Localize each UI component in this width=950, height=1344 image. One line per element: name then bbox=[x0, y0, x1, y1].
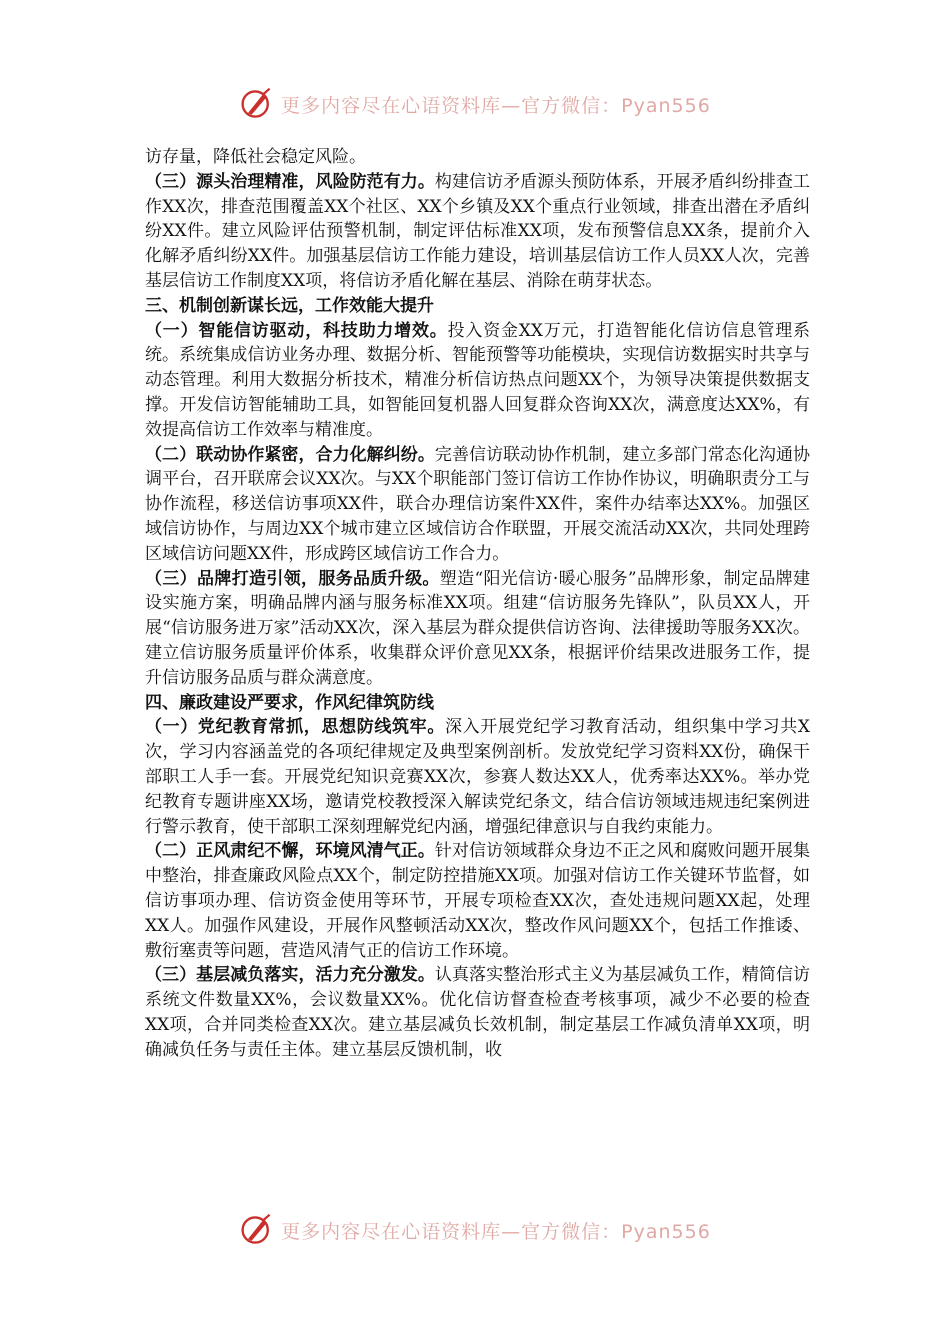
paragraph-lead: （三）源头治理精准，风险防范有力。 bbox=[145, 171, 435, 192]
pen-circle-logo-icon bbox=[239, 86, 275, 122]
paragraph bbox=[145, 319, 810, 443]
paragraph-text: 认真落实整治形式主义为基层减负工作，精简信访系统文件数量XX%，会议数量XX%。优化信访督查检查考核事项，减少不必要的检查XX项，合并同类检查XX次。建立基层减负长效机制，制定基层工作减负清单XX项，明确减负任务与责任主体。建立基层反馈机制，收 bbox=[145, 965, 811, 1060]
banner-text: 更多内容尽在心语资料库—官方微信：Pyan556 bbox=[281, 94, 711, 117]
paragraph-lead: （一）智能信访驱动，科技助力增效。 bbox=[145, 320, 448, 341]
paragraph bbox=[145, 963, 810, 1062]
paragraph-text: 针对信访领域群众身边不正之风和腐败问题开展集中整治，排查廉政风险点XX个，制定防控措施XX项。加强对信访工作关键环节监督，如信访事项办理、信访资金使用等环节，开展专项检查XX次，查处违规问题XX起，处理XX人。加强作风建设，开展作风整顿活动XX次，整改作风问题XX个，包括工作推诿、敷衍塞责等问题，营造风清气正的信访工作环境。 bbox=[145, 841, 811, 961]
header-banner bbox=[0, 84, 950, 124]
paragraph bbox=[145, 145, 810, 170]
paragraph-text: 完善信访联动协作机制，建立多部门常态化沟通协调平台，召开联席会议XX次。与XX个职能部门签订信访工作协作协议，明确职责分工与协作流程，移送信访事项XX件，联合办理信访案件XX件，案件办结率达XX%。加强区域信访协作，与周边XX个城市建立区域信访合作联盟，开展交流活动XX次，共同处理跨区域信访问题XX件，形成跨区域信访工作合力。 bbox=[145, 444, 811, 564]
paragraph bbox=[145, 715, 810, 839]
paragraph bbox=[145, 443, 810, 567]
paragraph-lead: （三）品牌打造引领，服务品质升级。 bbox=[145, 568, 440, 589]
paragraph bbox=[145, 170, 810, 294]
section-heading: 四、廉政建设严要求，作风纪律筑防线 bbox=[145, 692, 434, 713]
paragraph bbox=[145, 567, 810, 691]
paragraph-lead: （二）正风肃纪不懈，环境风清气正。 bbox=[145, 841, 435, 862]
paragraph-text: 深入开展党纪学习教育活动，组织集中学习共X次，学习内容涵盖党的各项纪律规定及典型案例剖析。发放党纪学习资料XX份，确保干部职工人手一套。开展党纪知识竞赛XX次，参赛人数达XX人，优秀率达XX%。举办党纪教育专题讲座XX场，邀请党校教授深入解读党纪条文，结合信访领域违规违纪案例进行警示教育，使干部职工深刻理解党纪内涵，增强纪律意识与自我约束能力。 bbox=[145, 717, 810, 837]
section-heading: 三、机制创新谋长远，工作效能大提升 bbox=[145, 295, 434, 316]
paragraph-text: 访存量，降低社会稳定风险。 bbox=[145, 147, 366, 167]
paragraph bbox=[145, 839, 810, 963]
paragraph-lead: （三）基层减负落实，活力充分激发。 bbox=[145, 965, 435, 986]
footer-banner bbox=[0, 1210, 950, 1250]
banner-text: 更多内容尽在心语资料库—官方微信：Pyan556 bbox=[281, 1220, 711, 1243]
pen-circle-logo-icon bbox=[239, 1212, 275, 1248]
paragraph-lead: （二）联动协作紧密，合力化解纠纷。 bbox=[145, 444, 435, 465]
paragraph-text: 构建信访矛盾源头预防体系，开展矛盾纠纷排查工作XX次，排查范围覆盖XX个社区、XX个乡镇及XX个重点行业领域，排查出潜在矛盾纠纷XX件。建立风险评估预警机制，制定评估标准XX项，发布预警信息XX条，提前介入化解矛盾纠纷XX件。加强基层信访工作能力建设，培训基层信访工作人员XX人次，完善基层信访工作制度XX项，将信访矛盾化解在基层、消除在萌芽状态。 bbox=[145, 171, 811, 291]
paragraph-lead: （一）党纪教育常抓，思想防线筑牢。 bbox=[145, 717, 445, 738]
paragraph-text: 塑造“阳光信访·暖心服务”品牌形象，制定品牌建设实施方案，明确品牌内涵与服务标准XX项。组建“信访服务先锋队”，队员XX人，开展“信访服务进万家”活动XX次，深入基层为群众提供信访咨询、法律援助等服务XX次。建立信访服务质量评价体系，收集群众评价意见XX条，根据评价结果改进服务工作，提升信访服务品质与群众满意度。 bbox=[145, 568, 810, 688]
paragraph-text: 投入资金XX万元，打造智能化信访信息管理系统。系统集成信访业务办理、数据分析、智能预警等功能模块，实现信访数据实时共享与动态管理。利用大数据分析技术，精准分析信访热点问题XX个，为领导决策提供数据支撑。开发信访智能辅助工具，如智能回复机器人回复群众咨询XX次，满意度达XX%，有效提高信访工作效率与精准度。 bbox=[145, 320, 810, 440]
document-body bbox=[145, 145, 810, 1062]
